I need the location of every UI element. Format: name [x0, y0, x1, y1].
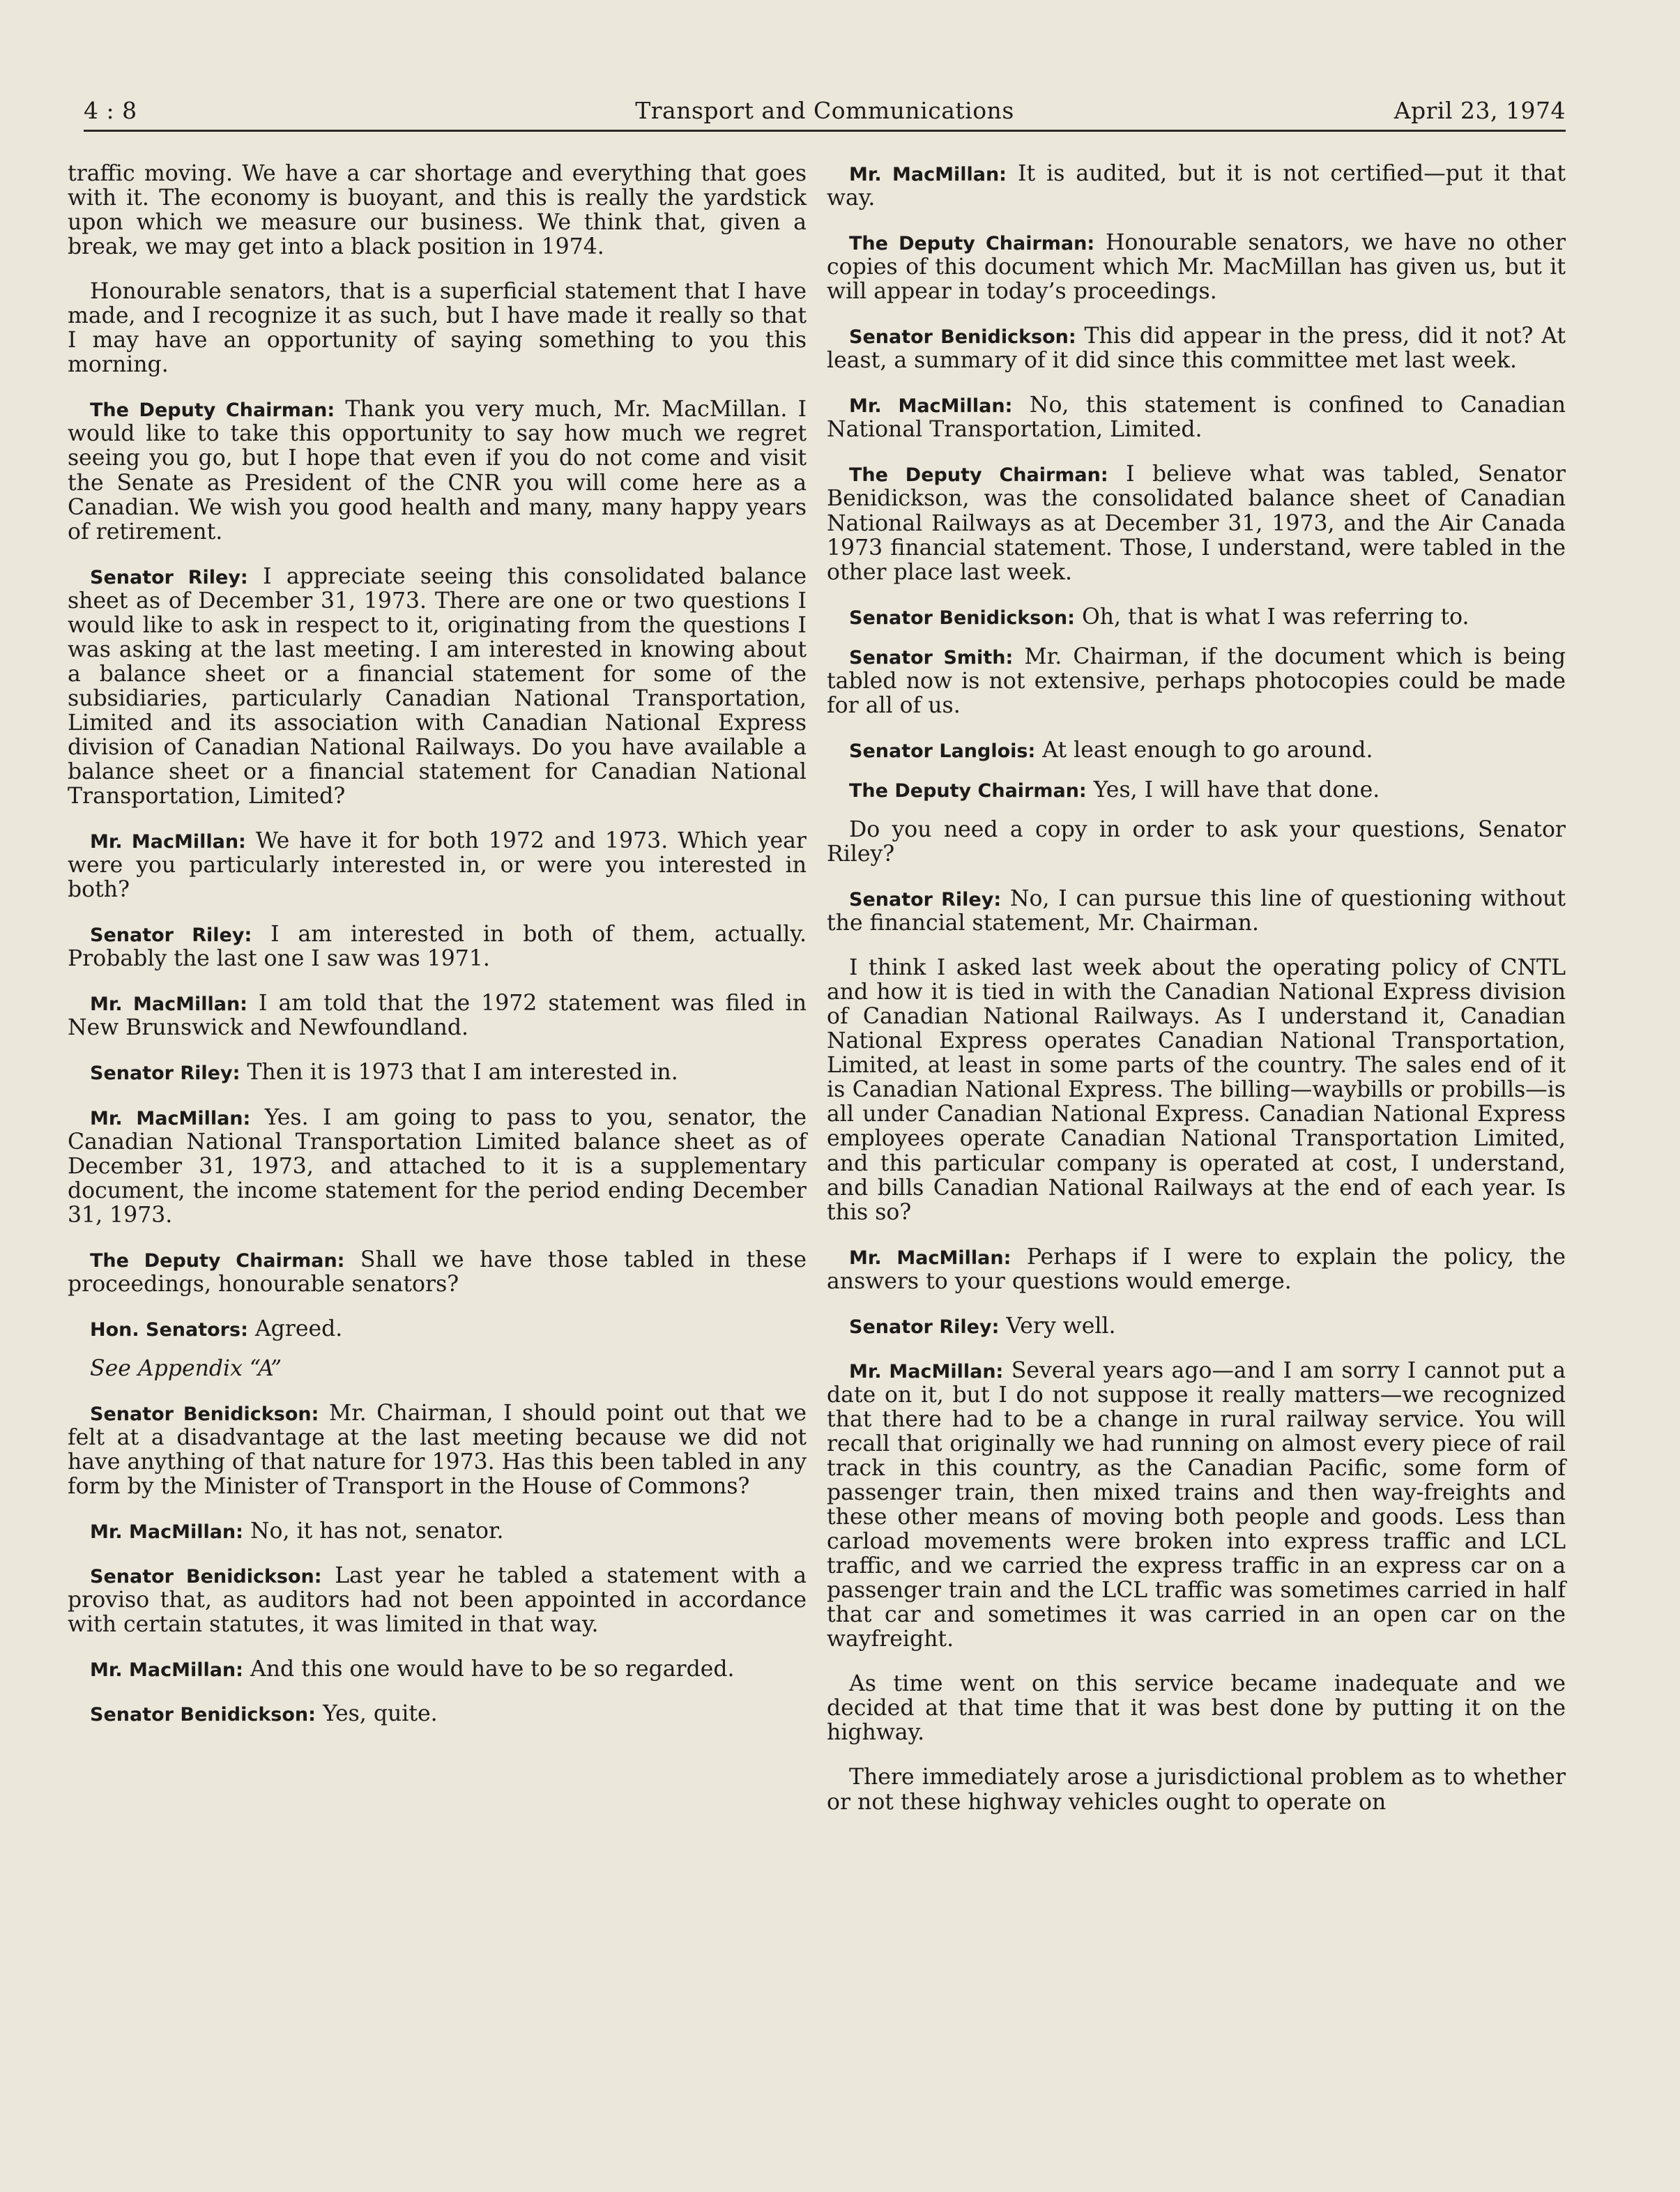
speech-text: Very well.: [1006, 1313, 1116, 1339]
transcript-paragraph: [68, 1519, 807, 1544]
speaker-name: The Deputy Chairman:: [90, 1249, 345, 1272]
header-date: April 23, 1974: [1393, 97, 1566, 124]
speaker-name: Senator Benidickson:: [849, 326, 1076, 349]
speaker-name: Mr. MacMillan:: [90, 1107, 251, 1129]
transcript-paragraph: [827, 778, 1566, 802]
speaker-name: Senator Riley:: [90, 566, 248, 588]
speech-text: Oh, that is what I was referring to.: [1081, 604, 1469, 630]
transcript-paragraph: [68, 1702, 807, 1726]
speaker-name: Mr. MacMillan:: [849, 1360, 1004, 1383]
speech-text: I appreciate seeing this consolidated balance sheet as of December 31, 1973. There are one or two questions I would like to ask in respect to it, originating from the questions I was asking at the last meeting. I am interested in knowing about a balance sheet or a financial statement for some of the subsidiaries, particularly Canadian National Transportation, Limited and its association with Canadian National Express division of Canadian National Railways. Do you have available a balance sheet or a financial statement for Canadian National Transportation, Limited?: [68, 563, 807, 809]
speaker-name: Senator Riley:: [90, 1063, 240, 1085]
transcript-paragraph: [827, 645, 1566, 718]
speech-text: Shall we have those tabled in these proceedings, honourable senators?: [68, 1247, 807, 1297]
speaker-name: The Deputy Chairman:: [849, 233, 1095, 255]
speech-text: Honourable senators, that is a superficial statement that I have made, and I recognize it as such, but I have made it really so that I may have an opportunity of saying something to you this morning.: [68, 279, 807, 378]
speaker-name: Senator Smith:: [849, 646, 1014, 669]
transcript-paragraph: [68, 397, 807, 544]
transcript-paragraph: [827, 1672, 1566, 1745]
transcript-paragraph: [827, 162, 1566, 211]
transcript-paragraph: [827, 1765, 1566, 1814]
speaker-name: Senator Riley:: [849, 889, 1002, 911]
speech-text: I believe what was tabled, Senator Benidickson, was the consolidated balance sheet of Canadian National Railways as at December 31, 1973, and the Air Canada 1973 financial statement. Those, I understand, were tabled in the other place last week.: [827, 462, 1566, 585]
speech-text: Yes, quite.: [322, 1701, 438, 1727]
speaker-name: Senator Benidickson:: [849, 607, 1075, 629]
speech-text: There immediately arose a jurisdictional problem as to whether or not these highway vehicles ought to operate on: [827, 1765, 1566, 1815]
speech-text: And this one would have to be so regarded.: [250, 1657, 735, 1682]
transcript-paragraph: [827, 462, 1566, 584]
speech-text: Honourable senators, we have no other copies of this document which Mr. MacMillan has given us, but it will appear in today’s proceedings.: [827, 230, 1566, 305]
left-column: [68, 162, 807, 1746]
transcript-paragraph: [68, 1401, 807, 1499]
transcript-paragraph: [827, 1314, 1566, 1339]
transcript-paragraph: [827, 738, 1566, 763]
right-column: [827, 162, 1566, 1835]
speech-text: This did appear in the press, did it not? At least, a summary of it did since this committee met last week.: [827, 324, 1566, 374]
transcript-paragraph: [68, 1317, 807, 1341]
transcript-paragraph: [827, 1359, 1566, 1652]
speaker-name: Mr. MacMillan:: [90, 831, 246, 853]
page-number: 4 : 8: [84, 97, 137, 124]
transcript-paragraph: [68, 1357, 807, 1381]
speaker-name: Hon. Senators:: [90, 1318, 248, 1341]
speech-text: No, this statement is confined to Canadian National Transportation, Limited.: [827, 393, 1566, 443]
transcript-paragraph: [827, 605, 1566, 630]
transcript-paragraph: [68, 565, 807, 809]
speaker-name: Senator Riley:: [90, 924, 252, 947]
transcript-paragraph: [827, 887, 1566, 936]
speaker-name: Senator Langlois:: [849, 740, 1036, 762]
speech-text: As time went on this service became inadequate and we decided at that time that it was best done by putting it on the highway.: [827, 1671, 1566, 1746]
speech-text: No, I can pursue this line of questioning without the financial statement, Mr. Chairman.: [827, 886, 1566, 936]
transcript-paragraph: [68, 162, 807, 259]
speech-text: Yes. I am going to pass to you, senator, the Canadian National Transportation Limited balance sheet as of December 31, 1973, and attached to it is a supplementary document, the income statement for the period ending December 31, 1973.: [68, 1104, 807, 1228]
speaker-name: Senator Riley:: [849, 1316, 1000, 1338]
speech-text: Several years ago—and I am sorry I cannot put a date on it, but I do not suppose it really matters—we recognized that there had to be a change in rural railway service. You will recall that originally we had running on almost every piece of rail track in this country, as the Canadian Pacific, some form of passenger train, then mixed trains and then way-freights and these other means of moving both people and goods. Less than carload movements were broken into express traffic and LCL traffic, and we carried the express traffic in an express car on a passenger train and the LCL traffic was sometimes carried in half that car and sometimes it was carried in an open car on the wayfreight.: [827, 1357, 1566, 1652]
transcript-paragraph: [827, 956, 1566, 1225]
speech-text: See Appendix “A”: [90, 1355, 282, 1381]
speaker-name: Mr. MacMillan:: [90, 1521, 243, 1544]
speech-text: Do you need a copy in order to ask your questions, Senator Riley?: [827, 816, 1566, 867]
speech-text: At least enough to go around.: [1042, 737, 1373, 763]
speech-text: Thank you very much, Mr. MacMillan. I would like to take this opportunity to say how much we regret seeing you go, but I hope that even if you do not come and visit the Senate as President of the CNR you will come here as a Canadian. We wish you good health and many, many happy years of retirement.: [68, 397, 807, 545]
transcript-paragraph: [827, 324, 1566, 373]
speaker-name: Senator Benidickson:: [90, 1704, 316, 1726]
speech-text: I think I asked last week about the operating policy of CNTL and how it is tied in with the Canadian National Express division of Canadian National Railways. As I understand it, Canadian National Express operates Canadian National Transportation, Limited, at least in some parts of the country. The sales end of it is Canadian National Express. The billing—waybills or probills—is all under Canadian National Express. Canadian National Express employees operate Canadian National Transportation Limited, and this particular company is operated at cost, I understand, and bills Canadian National Railways at the end of each year. Is this so?: [827, 955, 1566, 1225]
speech-text: Perhaps if I were to explain the policy, the answers to your questions would emerge.: [827, 1244, 1566, 1294]
speaker-name: Mr. MacMillan:: [849, 164, 1007, 185]
transcript-paragraph: [68, 1060, 807, 1085]
speaker-name: Mr. MacMillan:: [90, 1659, 243, 1682]
transcript-paragraph: [68, 1657, 807, 1682]
transcript-paragraph: [68, 280, 807, 377]
transcript-paragraph: [827, 1245, 1566, 1294]
transcript-paragraph: [68, 1248, 807, 1297]
speech-text: I am interested in both of them, actually. Probably the last one I saw was 1971.: [68, 922, 807, 972]
speech-text: No, it has not, senator.: [250, 1519, 504, 1544]
transcript-paragraph: [827, 818, 1566, 867]
transcript-paragraph: [68, 829, 807, 902]
speech-text: Yes, I will have that done.: [1093, 777, 1380, 802]
speaker-name: Senator Benidickson:: [90, 1566, 322, 1588]
speech-text: Last year he tabled a statement with a proviso that, as auditors had not been appointed in accordance with certain statutes, it was limited in that way.: [68, 1563, 807, 1638]
speaker-name: Mr. MacMillan:: [90, 994, 247, 1016]
page-header: [84, 78, 1566, 132]
running-title: Transport and Communications: [635, 97, 1014, 124]
speech-text: I am told that the 1972 statement was filed in New Brunswick and Newfoundland.: [68, 991, 807, 1041]
speech-text: Then it is 1973 that I am interested in.: [247, 1060, 678, 1086]
speech-text: Mr. Chairman, I should point out that we felt at a disadvantage at the last meeting because we did not have anything of that nature for 1973. Has this been tabled in any form by the Minister of Transport in the House of Commons?: [68, 1400, 807, 1500]
speech-text: It is audited, but it is not certified—put it that way.: [827, 161, 1566, 211]
transcript-paragraph: [827, 393, 1566, 442]
speech-text: traffic moving. We have a car shortage and everything that goes with it. The economy is buoyant, and this is really the yardstick upon which we measure our business. We think that, given a break, we may get into a black position in 1974.: [68, 161, 807, 260]
speaker-name: Mr. MacMillan:: [849, 1247, 1011, 1269]
speaker-name: The Deputy Chairman:: [849, 464, 1108, 487]
speaker-name: The Deputy Chairman:: [849, 779, 1087, 802]
speech-text: Mr. Chairman, if the document which is being tabled now is not extensive, perhaps photocopies could be made for all of us.: [827, 644, 1566, 718]
speech-text: Agreed.: [254, 1316, 343, 1341]
transcript-paragraph: [68, 991, 807, 1040]
speaker-name: Mr. MacMillan:: [849, 395, 1013, 418]
transcript-paragraph: [68, 1564, 807, 1637]
speaker-name: The Deputy Chairman:: [90, 399, 335, 422]
speaker-name: Senator Benidickson:: [90, 1403, 319, 1425]
transcript-paragraph: [827, 231, 1566, 304]
transcript-paragraph: [68, 922, 807, 971]
transcript-paragraph: [68, 1106, 807, 1228]
speech-text: We have it for both 1972 and 1973. Which year were you particularly interested in, or were you interested in both?: [68, 828, 807, 903]
